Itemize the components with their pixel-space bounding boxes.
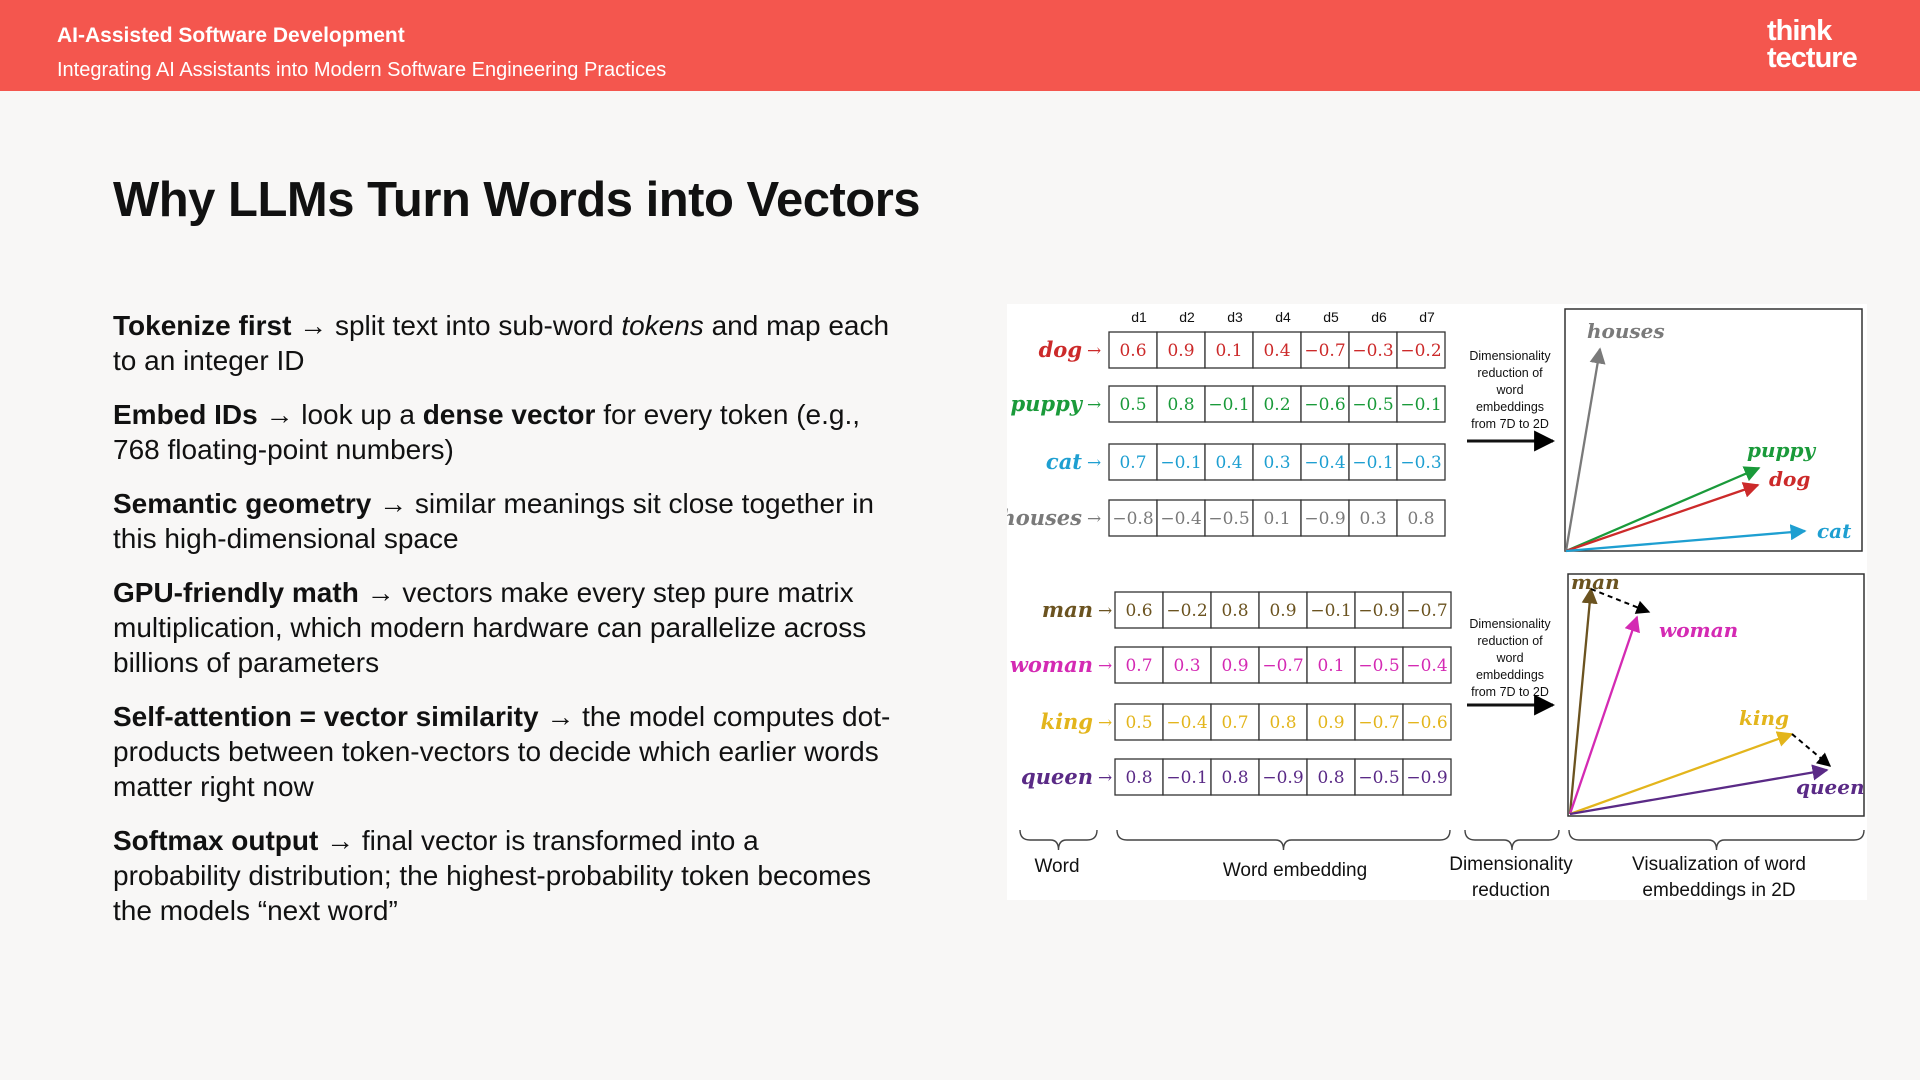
bullet-bold: Self-attention = vector similarity [113, 701, 539, 732]
plot-label-woman: woman [1659, 618, 1739, 642]
plot-frame-1 [1565, 309, 1862, 551]
embedding-value: −0.7 [1358, 713, 1400, 733]
word-label-cat: cat [1045, 449, 1082, 474]
embedding-figure [1007, 304, 1867, 900]
bullet-bold: dense vector [422, 399, 596, 430]
embedding-value: 0.5 [1119, 395, 1147, 415]
embedding-value: 0.7 [1119, 453, 1147, 473]
bullet-bold: Embed IDs [113, 399, 258, 430]
plot-label-man: man [1571, 570, 1620, 594]
embedding-value: −0.8 [1112, 509, 1154, 529]
bottom-brace [1020, 830, 1097, 850]
word-label-king: king [1040, 709, 1093, 734]
reduction-note-line: from 7D to 2D [1471, 417, 1549, 431]
embedding-value: 0.1 [1215, 341, 1243, 361]
plot-label-houses: houses [1587, 319, 1665, 343]
bullet-text: → final vector is transformed into a probability distribution; the highest-probability token becomes the models “next word” [113, 825, 871, 926]
embedding-value: 0.8 [1317, 768, 1345, 788]
reduction-note-line: word [1496, 651, 1524, 665]
embedding-value: −0.2 [1400, 341, 1442, 361]
bullet-tokenize [113, 308, 893, 378]
embedding-value: 0.7 [1125, 656, 1153, 676]
embedding-value: 0.3 [1173, 656, 1201, 676]
bullet-attention [113, 699, 893, 804]
logo-line-1: think [1767, 15, 1832, 47]
thinktecture-logo [1767, 15, 1857, 74]
bottom-label-embedding: Word embedding [1222, 860, 1368, 881]
dimension-header-d5: d5 [1323, 309, 1339, 325]
bullet-text: → the model computes dot-products between token-vectors to decide which earlier words matter right now [113, 701, 891, 802]
embedding-value: −0.9 [1406, 768, 1448, 788]
course-title: AI-Assisted Software Development [57, 24, 405, 47]
bottom-label-reduction-1: Dimensionality [1449, 854, 1573, 875]
embedding-value: −0.2 [1166, 601, 1208, 621]
reduction-note-line: word [1496, 383, 1524, 397]
bullet-bold: Softmax output [113, 825, 319, 856]
slide-title: Why LLMs Turn Words into Vectors [113, 173, 921, 227]
reduction-note-line: Dimensionality [1469, 349, 1551, 363]
bottom-label-word: Word [1034, 856, 1080, 877]
embedding-value: −0.5 [1352, 395, 1394, 415]
bottom-label-reduction-2: reduction [1471, 880, 1551, 900]
bullet-text: → look up a [257, 399, 423, 430]
embedding-value: −0.4 [1406, 656, 1448, 676]
header-bar [0, 0, 1920, 91]
plot-label-cat: cat [1817, 519, 1852, 543]
bullet-semantic [113, 486, 893, 556]
bullet-text: → similar meanings sit close together in this high-dimensional space [113, 488, 874, 554]
plot-label-king: king [1739, 706, 1789, 730]
embedding-value: 0.4 [1263, 341, 1291, 361]
bullet-bold: GPU-friendly math [113, 577, 359, 608]
embedding-value: −0.1 [1310, 601, 1352, 621]
embedding-value: −0.1 [1160, 453, 1202, 473]
embedding-value: 0.9 [1317, 713, 1345, 733]
row-arrow: → [1087, 453, 1102, 473]
embedding-value: 0.8 [1167, 395, 1195, 415]
embedding-value: −0.4 [1166, 713, 1208, 733]
bullet-text: for every token (e.g., 768 floating-point numbers) [113, 399, 861, 465]
embedding-value: −0.1 [1400, 395, 1442, 415]
dimension-header-d2: d2 [1179, 309, 1195, 325]
embedding-value: 0.3 [1263, 453, 1291, 473]
embedding-value: 0.7 [1221, 713, 1249, 733]
embedding-value: 0.3 [1359, 509, 1387, 529]
word-label-queen: queen [1021, 764, 1093, 789]
row-arrow: → [1087, 341, 1102, 361]
embedding-value: 0.8 [1407, 509, 1435, 529]
dimension-header-d7: d7 [1419, 309, 1435, 325]
dimension-header-d6: d6 [1371, 309, 1387, 325]
word-label-houses: houses [1007, 505, 1082, 530]
embedding-value: −0.4 [1304, 453, 1346, 473]
embedding-value: −0.9 [1262, 768, 1304, 788]
embedding-value: −0.6 [1304, 395, 1346, 415]
embedding-value: 0.8 [1269, 713, 1297, 733]
bullet-bold: Tokenize first [113, 310, 292, 341]
bottom-label-visualization-1: Visualization of word [1632, 854, 1806, 875]
embedding-value: −0.1 [1352, 453, 1394, 473]
embedding-value: 0.2 [1263, 395, 1291, 415]
row-arrow: → [1098, 768, 1113, 788]
reduction-note-line: reduction of [1477, 634, 1543, 648]
embedding-diagram [1007, 304, 1867, 900]
reduction-note-line: reduction of [1477, 366, 1543, 380]
bullet-italic: tokens [621, 310, 704, 341]
embedding-value: 0.8 [1125, 768, 1153, 788]
course-subtitle: Integrating AI Assistants into Modern Software Engineering Practices [57, 59, 667, 81]
bottom-label-visualization-2: embeddings in 2D [1642, 880, 1796, 900]
reduction-note-line: from 7D to 2D [1471, 685, 1549, 699]
row-arrow: → [1087, 509, 1102, 529]
bullet-list [113, 308, 893, 947]
embedding-value: −0.1 [1208, 395, 1250, 415]
embedding-value: −0.7 [1406, 601, 1448, 621]
embedding-value: 0.6 [1119, 341, 1147, 361]
bullet-text: → split text into sub-word [291, 310, 622, 341]
embedding-value: 0.9 [1269, 601, 1297, 621]
word-label-woman: woman [1009, 652, 1093, 677]
bullet-text: and map each to an integer ID [113, 310, 890, 376]
embedding-value: 0.4 [1215, 453, 1243, 473]
embedding-value: −0.3 [1352, 341, 1394, 361]
embedding-value: 0.8 [1221, 601, 1249, 621]
row-arrow: → [1098, 601, 1113, 621]
embedding-value: −0.4 [1160, 509, 1202, 529]
plot-label-puppy: puppy [1747, 438, 1816, 462]
dimension-header-d3: d3 [1227, 309, 1243, 325]
row-arrow: → [1087, 395, 1102, 415]
row-arrow: → [1098, 713, 1113, 733]
embedding-value: −0.5 [1358, 656, 1400, 676]
embedding-value: 0.9 [1221, 656, 1249, 676]
embedding-value: 0.1 [1317, 656, 1345, 676]
embedding-value: 0.5 [1125, 713, 1153, 733]
bullet-softmax [113, 823, 893, 928]
bottom-brace [1117, 830, 1450, 850]
plot-label-queen: queen [1796, 775, 1865, 799]
bottom-brace [1465, 830, 1559, 850]
embedding-value: −0.5 [1208, 509, 1250, 529]
embedding-value: 0.8 [1221, 768, 1249, 788]
word-label-puppy: puppy [1010, 391, 1082, 416]
plot-label-dog: dog [1769, 467, 1811, 491]
row-arrow: → [1098, 656, 1113, 676]
embedding-value: 0.6 [1125, 601, 1153, 621]
bottom-brace [1569, 830, 1864, 850]
bullet-text: → vectors make every step pure matrix multiplication, which modern hardware can parallelize across billions of parameters [113, 577, 867, 678]
embedding-value: 0.1 [1263, 509, 1291, 529]
embedding-value: −0.5 [1358, 768, 1400, 788]
bullet-bold: Semantic geometry [113, 488, 372, 519]
embedding-value: 0.9 [1167, 341, 1195, 361]
embedding-value: −0.9 [1358, 601, 1400, 621]
word-label-dog: dog [1038, 337, 1082, 362]
bullet-embed [113, 397, 893, 467]
embedding-value: −0.6 [1406, 713, 1448, 733]
reduction-note-line: Dimensionality [1469, 617, 1551, 631]
embedding-value: −0.9 [1304, 509, 1346, 529]
logo-line-2: tecture [1767, 42, 1857, 74]
word-label-man: man [1041, 597, 1093, 622]
embedding-value: −0.7 [1304, 341, 1346, 361]
dimension-header-d4: d4 [1275, 309, 1291, 325]
embedding-value: −0.1 [1166, 768, 1208, 788]
dimension-header-d1: d1 [1131, 309, 1147, 325]
reduction-note-line: embeddings [1475, 400, 1545, 414]
embedding-value: −0.3 [1400, 453, 1442, 473]
embedding-value: −0.7 [1262, 656, 1304, 676]
bullet-gpu [113, 575, 893, 680]
reduction-note-line: embeddings [1475, 668, 1545, 682]
